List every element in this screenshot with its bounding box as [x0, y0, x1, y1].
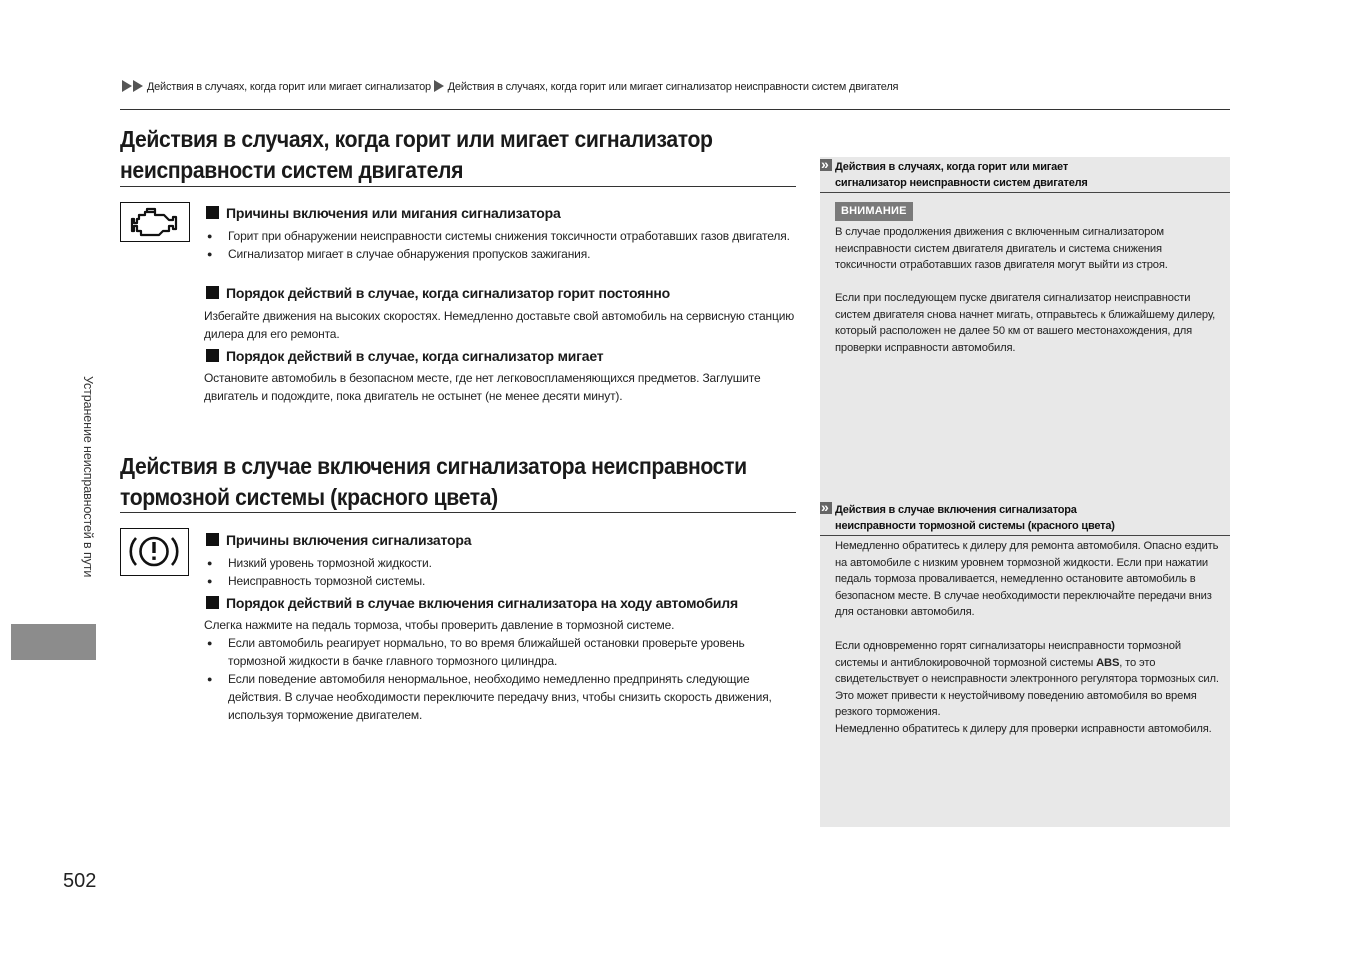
section-1-title-line-2: неисправности систем двигателя [120, 157, 464, 183]
brake-warning-icon [120, 528, 189, 576]
breadcrumb-part-1[interactable]: Действия в случаях, когда горит или мигает сигнализатор [146, 81, 431, 93]
breadcrumb [122, 78, 1232, 96]
abs-label: ABS [1096, 656, 1120, 669]
section-2-title-rule [120, 512, 796, 513]
list-item: ● Если поведение автомобиля ненормальное, необходимо немедленно предпринять следующие действия. В случае необходимости переключите передачу вниз, чтобы снизить скорость движения, используя торможение двигателем. [204, 670, 796, 724]
list-item: ● Низкий уровень тормозной жидкости. [204, 554, 796, 572]
note-1-para-2: Если при последующем пуске двигателя сигнализатор неисправности систем двигателя снова начнет мигать, отправьтесь к ближайшему дилеру, который расположен не далее 50 км от вашего местонахождения, для проверки исправности автомобиля. [835, 292, 1216, 354]
list-item: ● Горит при обнаружении неисправности системы снижения токсичности отработавших газов двигателя. [204, 227, 796, 245]
chapter-tab [11, 624, 96, 660]
list-item: ● Если автомобиль реагирует нормально, то во время ближайшей остановки проверьте уровень тормозной жидкости в бачке главного тормозного цилиндра. [204, 634, 796, 670]
note-2-para-1: Немедленно обратитесь к дилеру для ремонта автомобиля. Опасно ездить на автомобиле с низким уровнем тормозной жидкости. Если при нажатии педаль тормоза проваливается, немедленно остановите автомобиль в безопасном месте. В случае необходимости переключайте передачи вниз для остановки автомобиля. [835, 540, 1219, 619]
note-2-para-2: Если одновременно горят сигнализаторы неисправности тормозной системы и антиблокировочной тормозной системы ABS, то это свидетельствует о неисправности электронного регулятора тормозных сил. Это может привести к неустойчивому поведению автомобиля во время резкого торможения. [835, 640, 1219, 719]
section-2-title-line-1: Действия в случае включения сигнализатора неисправности [120, 453, 747, 479]
page-number: 502 [63, 870, 97, 892]
square-bullet-icon [206, 533, 219, 546]
note-1-para-1: В случае продолжения движения с включенным сигнализатором неисправности систем двигателя двигатель и система снижения токсичности отработавших газов двигателя могут выйти из строя. [835, 226, 1168, 272]
square-bullet-icon [206, 206, 219, 219]
brake-driving-body [204, 616, 796, 724]
breadcrumb-arrow-icon [133, 80, 143, 92]
brake-causes-heading: Причины включения сигнализатора [206, 530, 471, 550]
warning-badge: ВНИМАНИЕ [835, 202, 913, 221]
section-1-title-rule [120, 186, 796, 187]
engine-causes-list [204, 227, 796, 263]
brake-driving-heading: Порядок действий в случае включения сигнализатора на ходу автомобиля [206, 593, 738, 613]
section-1-title-line-1: Действия в случаях, когда горит или мигает сигнализатор [120, 126, 713, 152]
chapter-label: Устранение неисправностей в пути [81, 376, 95, 578]
engine-blink-heading: Порядок действий в случае, когда сигнализатор мигает [206, 346, 603, 366]
brake-causes-list [204, 554, 796, 590]
note-1-rule [820, 192, 1230, 193]
list-item: ● Сигнализатор мигает в случае обнаружения пропусков зажигания. [204, 245, 796, 263]
section-2-title-line-2: тормозной системы (красного цвета) [120, 484, 498, 510]
list-item: ● Неисправность тормозной системы. [204, 572, 796, 590]
header-divider [120, 109, 1230, 110]
note-2-heading: »Действия в случае включения сигнализатора неисправности тормозной системы (красного цвета) [820, 502, 1230, 534]
note-2-para-3: Немедленно обратитесь к дилеру для проверки исправности автомобиля. [835, 723, 1212, 735]
engine-check-icon [120, 202, 190, 242]
engine-steady-text: Избегайте движения на высоких скоростях. Немедленно доставьте свой автомобиль на сервисную станцию дилера для его ремонта. [204, 309, 795, 341]
engine-steady-heading: Порядок действий в случае, когда сигнализатор горит постоянно [206, 283, 670, 303]
breadcrumb-arrow-icon [122, 80, 132, 92]
reference-arrow-icon [820, 502, 832, 514]
note-1-heading: »Действия в случаях, когда горит или мигает сигнализатор неисправности систем двигателя [820, 159, 1230, 191]
engine-blink-text: Остановите автомобиль в безопасном месте, где нет легковоспламеняющихся предметов. Заглушите двигатель и подождите, пока двигатель не остынет (не менее десяти минут). [204, 371, 761, 403]
breadcrumb-arrow-icon [434, 80, 444, 92]
square-bullet-icon [206, 286, 219, 299]
reference-arrow-icon [820, 159, 832, 171]
note-2-rule [820, 535, 1230, 536]
brake-driving-intro: Слегка нажмите на педаль тормоза, чтобы проверить давление в тормозной системе. [204, 618, 675, 632]
square-bullet-icon [206, 349, 219, 362]
breadcrumb-part-2[interactable]: Действия в случаях, когда горит или мигает сигнализатор неисправности систем двигателя [447, 81, 899, 93]
square-bullet-icon [206, 596, 219, 609]
engine-causes-heading: Причины включения или мигания сигнализатора [206, 203, 561, 223]
